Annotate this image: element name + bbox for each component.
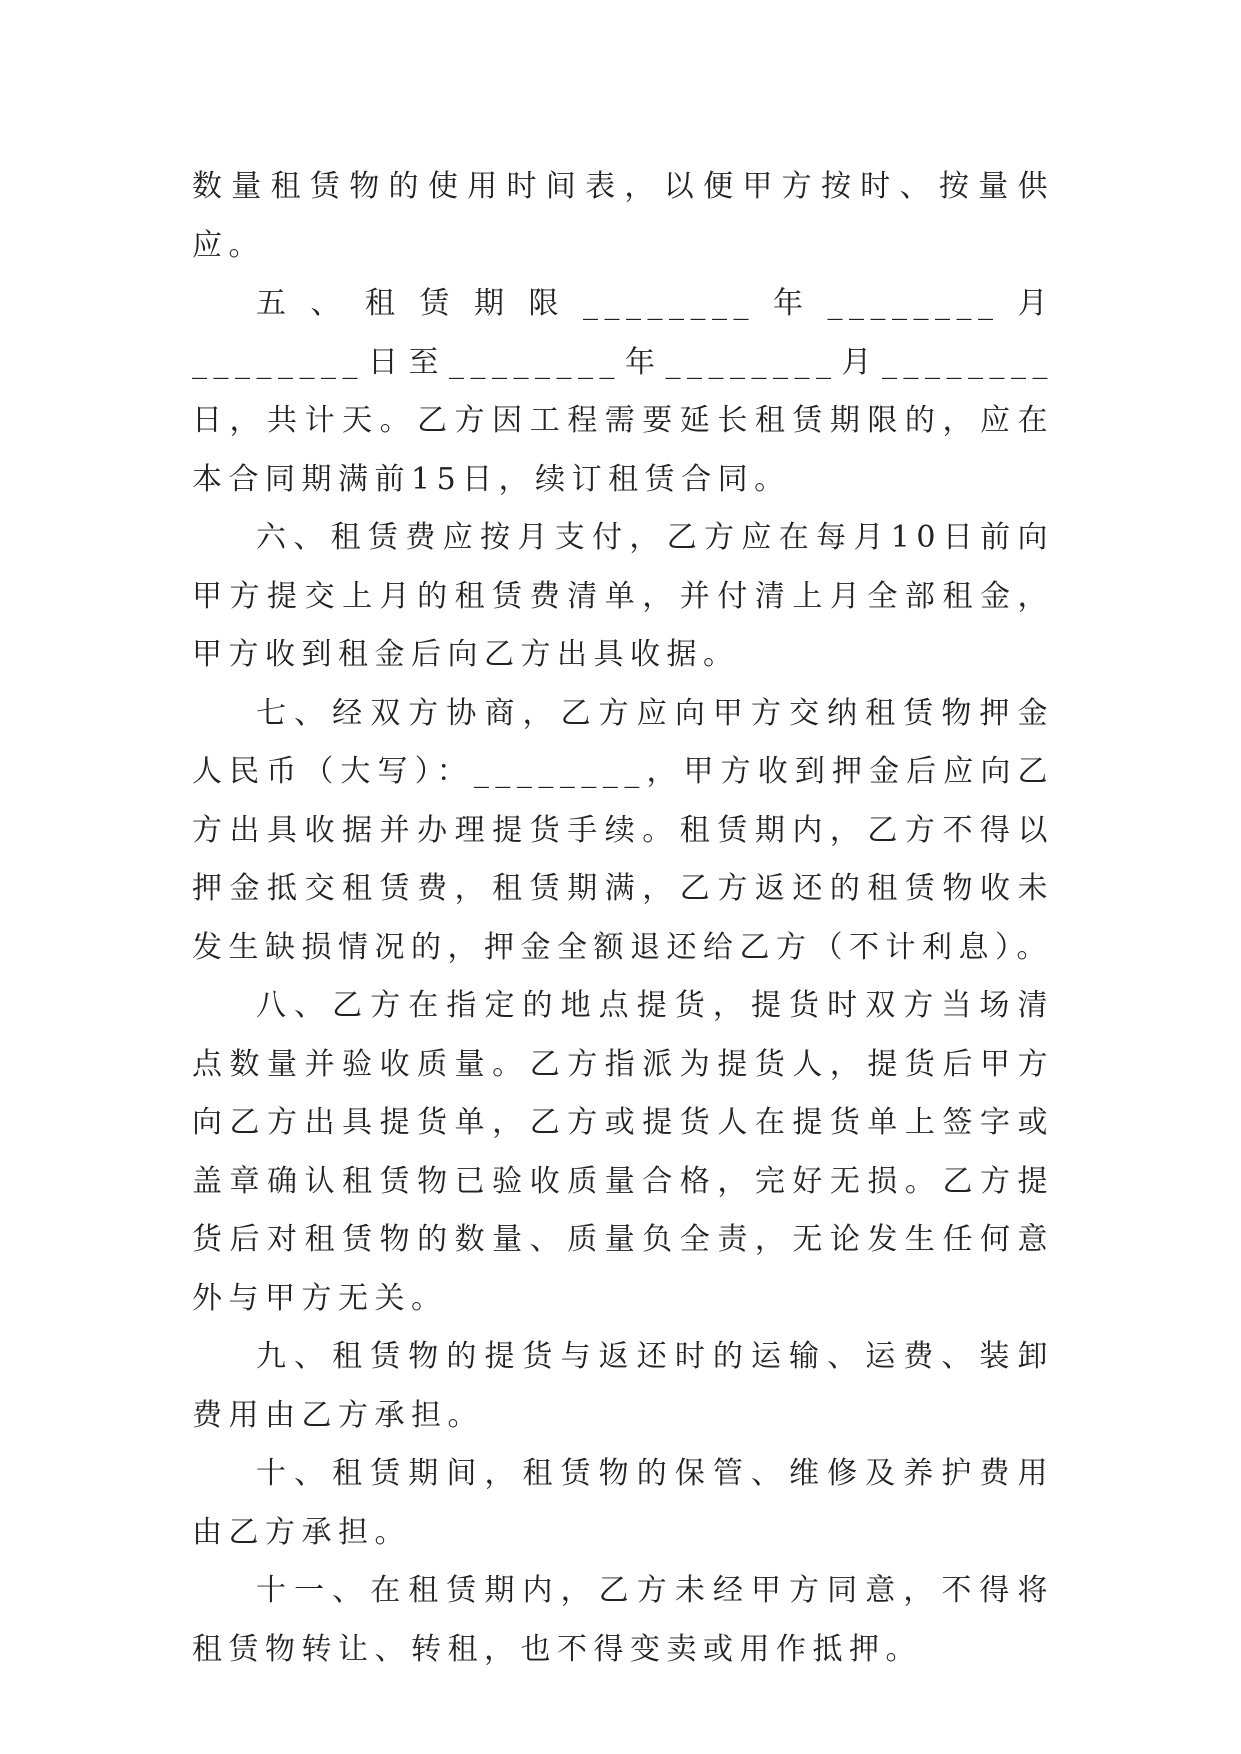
paragraph-clause-6: 六、租赁费应按月支付，乙方应在每月10日前向甲方提交上月的租赁费清单，并付清上月全部租金，甲方收到租金后向乙方出具收据。	[192, 520, 1054, 672]
paragraph-clause-5: 五、租赁期限________年________月________日至________年________月________日，共计天。乙方因工程需要延长租赁期限的，应在本合同期满前15日，续订租赁合同。	[192, 286, 1054, 497]
paragraph-clause-9: 九、租赁物的提货与返还时的运输、运费、装卸费用由乙方承担。	[192, 1339, 1054, 1433]
document-body	[192, 158, 1054, 1679]
paragraph-clause-11: 十一、在租赁期内，乙方未经甲方同意，不得将租赁物转让、转租，也不得变卖或用作抵押。	[192, 1573, 1054, 1667]
paragraph-clause-7: 七、经双方协商，乙方应向甲方交纳租赁物押金人民币（大写）：________，甲方收到押金后应向乙方出具收据并办理提货手续。租赁期内，乙方不得以押金抵交租赁费，租赁期满，乙方返还的租赁物收未发生缺损情况的，押金全额退还给乙方（不计利息）。	[192, 695, 1054, 965]
paragraph-continuation: 数量租赁物的使用时间表，以便甲方按时、按量供应。	[192, 169, 1054, 263]
paragraph-clause-8: 八、乙方在指定的地点提货，提货时双方当场清点数量并验收质量。乙方指派为提货人，提货后甲方向乙方出具提货单，乙方或提货人在提货单上签字或盖章确认租赁物已验收质量合格，完好无损。乙方提货后对租赁物的数量、质量负全责，无论发生任何意外与甲方无关。	[192, 988, 1054, 1316]
paragraph-clause-10: 十、租赁期间，租赁物的保管、维修及养护费用由乙方承担。	[192, 1456, 1054, 1550]
